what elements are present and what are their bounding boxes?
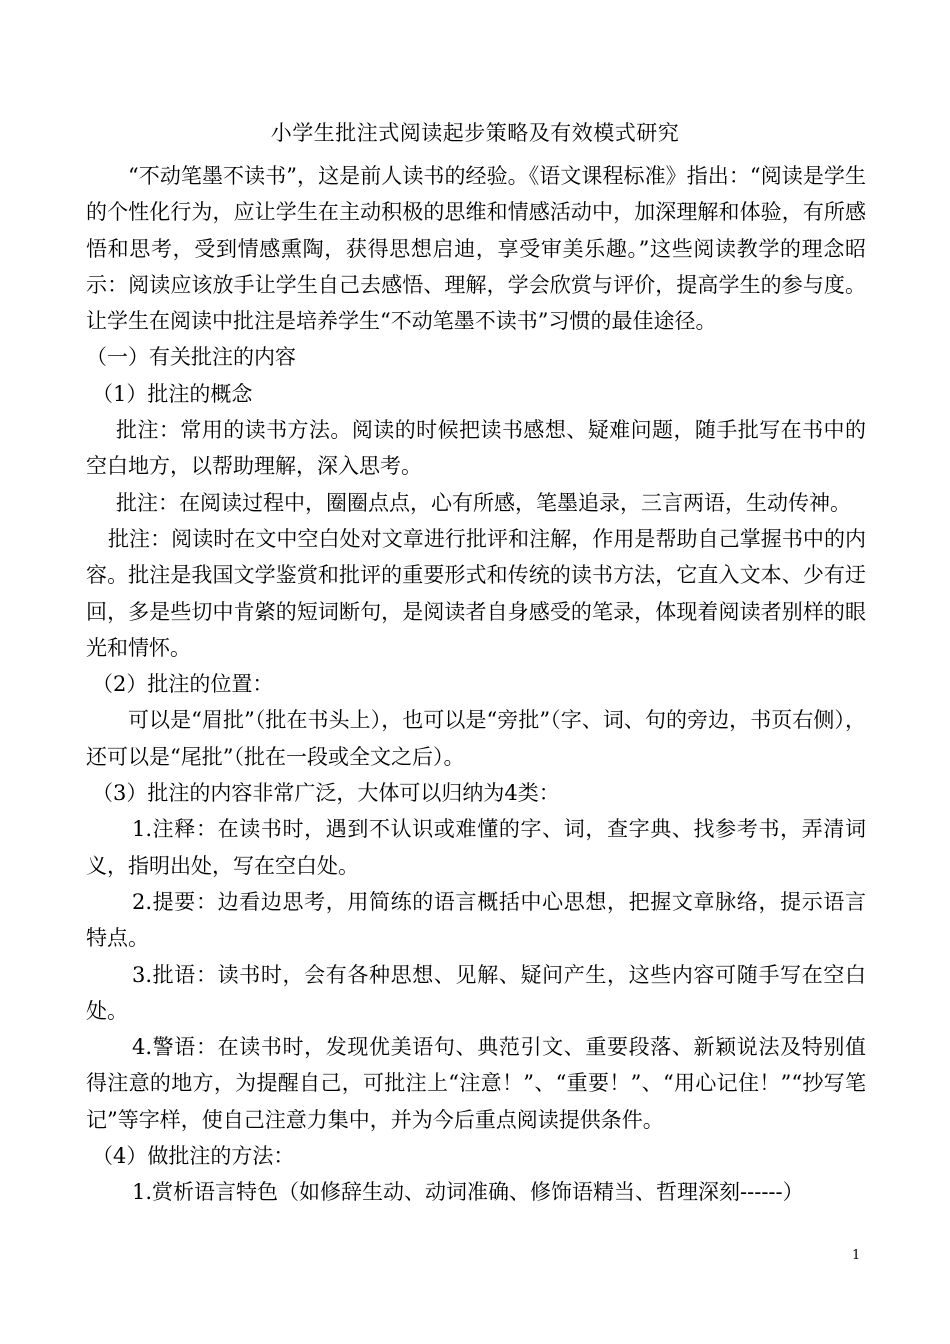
list-item: 3.批语：读书时，会有各种思想、见解、疑问产生，这些内容可随手写在空白处。 [86,962,866,1023]
definition-paragraph: 批注：在阅读过程中，圈圈点点，心有所感，笔墨追录，三言两语，生动传神。 [116,490,851,515]
document-body [86,158,866,1211]
document-title: 小学生批注式阅读起步策略及有效模式研究 [270,121,680,145]
list-item: 2.提要：边看边思考，用简练的语言概括中心思想，把握文章脉络，提示语言特点。 [86,889,866,951]
subsection-heading: （1）批注的概念 [92,381,253,406]
subsection-heading: （2）批注的位置： [92,672,274,697]
definition-paragraph: 批注：常用的读书方法。阅读的时候把读书感想、疑难问题，随手批写在书中的空白地方，以帮助理解，深入思考。 [86,418,866,479]
definition-paragraph: 批注：阅读时在文中空白处对文章进行批评和注解，作用是帮助自己掌握书中的内容。批注是我国文学鉴赏和批评的重要形式和传统的读书方法，它直入文本、少有迂回，多是些切中肯綮的短词断句，是阅读者自身感受的笔录，体现着阅读者别样的眼光和情怀。 [86,526,866,660]
subsection-heading: （4）做批注的方法： [92,1144,295,1169]
list-item: 1.赏析语言特色（如修辞生动、动词准确、修饰语精当、哲理深刻------） [132,1180,804,1205]
page-number: 1 [852,1248,861,1263]
section-heading: （一）有关批注的内容 [86,345,296,370]
intro-paragraph: “不动笔墨不读书”，这是前人读书的经验。《语文课程标准》指出：“阅读是学生的个性化行为，应让学生在主动积极的思维和情感活动中，加深理解和体验，有所感悟和思考，受到情感熏陶，获得思想启迪，享受审美乐趣。”这些阅读教学的理念昭示：阅读应该放手让学生自己去感悟、理解，学会欣赏与评价，提高学生的参与度。让学生在阅读中批注是培养学生“不动笔墨不读书”习惯的最佳途径。 [86,164,866,334]
list-item: 4.警语：在读书时，发现优美语句、典范引文、重要段落、新颖说法及特别值得注意的地方，为提醒自己，可批注上“注意！”、“重要！”、“用心记住！”“抄写笔记”等字样，使自己注意力集中，并为今后重点阅读提供条件。 [86,1035,866,1132]
body-paragraph: 可以是“眉批”（批在书头上），也可以是“旁批”（字、词、句的旁边，书页右侧），还可以是“尾批”（批在一段或全文之后）。 [86,708,866,769]
subsection-heading: （3）批注的内容非常广泛，大体可以归纳为4类： [92,781,560,806]
list-item: 1.注释：在读书时，遇到不认识或难懂的字、词，查字典、找参考书，弄清词义，指明出处，写在空白处。 [86,817,866,878]
